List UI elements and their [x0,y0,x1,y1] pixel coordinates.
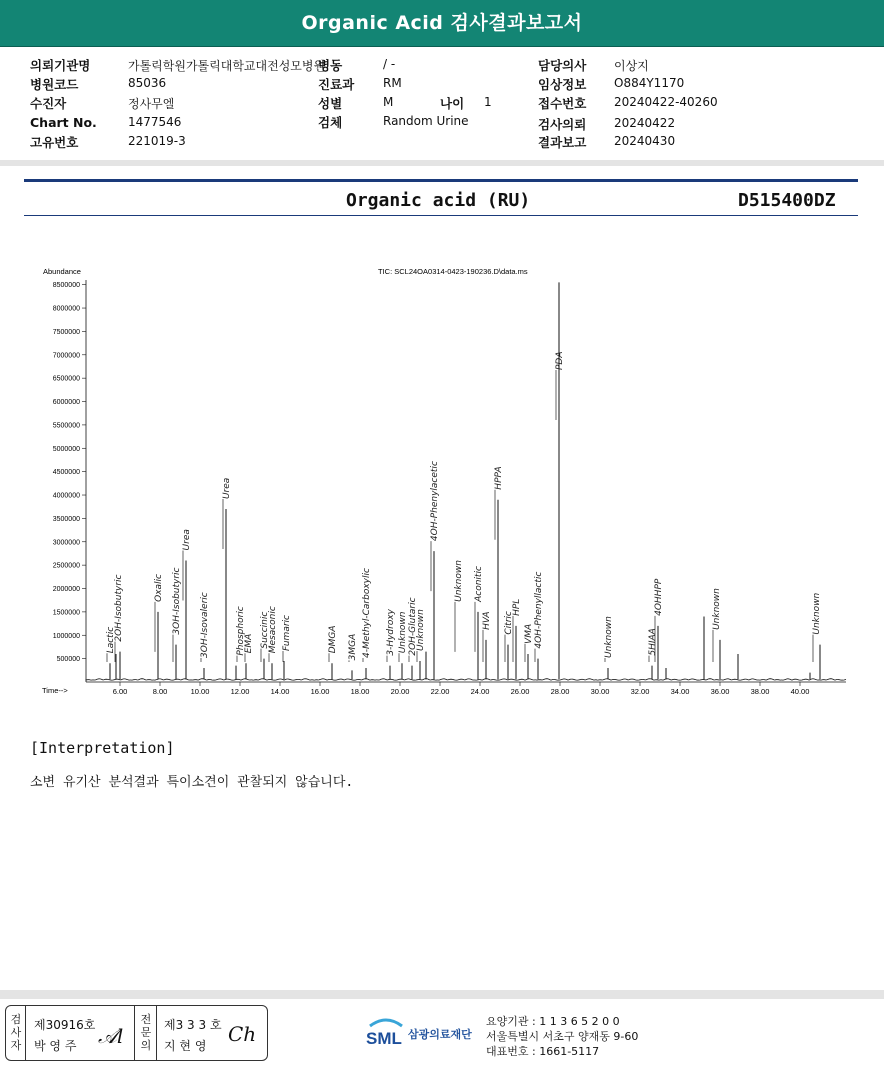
y-tick-label: 3000000 [52,539,80,547]
annotation-label: Oxalic [154,574,164,602]
doctor-value: 이상지 [614,59,649,73]
request-date-value: 20240422 [614,116,676,130]
annotation-label: Fumaric [282,615,292,651]
report-top-rule [24,179,858,182]
annotation-label: Unknown [604,616,614,658]
annotation-label: Lactic [106,626,116,654]
tester-label: 검사자 [10,1013,22,1052]
annotation-label: Urea [182,529,192,551]
org-name: 삼광의료재단 [408,1028,472,1041]
report-bottom-rule [24,215,858,216]
x-tick-label: 18.00 [350,687,370,696]
tester-signature: 𝒜l [98,1024,124,1048]
clinical-info-label: 임상정보 [538,77,587,92]
y-tick-label: 5500000 [52,422,80,430]
sml-logo-icon [366,1016,406,1052]
ward-value: / - [383,57,396,71]
y-tick-label: 4000000 [52,492,80,500]
tic-trace [86,679,846,680]
annotation-label: 4OHHPP [654,578,664,616]
annotation-label: Urea [222,477,232,500]
annotation-label: HPL [512,598,522,616]
x-tick-label: 38.00 [750,687,770,696]
interpretation-title: [Interpretation] [30,739,175,757]
x-tick-label: 6.00 [112,687,128,696]
test-name: Organic acid (RU) [346,190,531,211]
annotation-label: 4OH-Phenylacetic [430,461,440,542]
chart-title: TIC: SCL24OA0314-0423-190236.D\data.ms [378,267,528,276]
x-tick-label: 24.00 [470,687,490,696]
dept-label: 진료과 [318,77,355,92]
annotation-label: 2OH-Isobutyric [114,574,124,642]
report-date-value: 20240430 [614,134,676,148]
tester-name: 박 영 주 [34,1039,77,1053]
x-tick-label: 28.00 [550,687,570,696]
x-tick-label: 20.00 [390,687,410,696]
annotation-label: Unknown [398,611,408,654]
annotation-label: 4-Methyl-Carboxylic [362,568,372,658]
chart-no-label: Chart No. [30,115,97,130]
patient-value: 정사무엘 [128,97,175,111]
annotation-label: 2OH-Glutaric [408,597,418,656]
specimen-label: 검체 [318,115,343,130]
x-axis-label: Time--> [42,686,68,695]
report-title-bar [0,0,884,47]
x-tick-label: 8.00 [152,687,168,696]
annotation-label: VMA [524,623,534,644]
annotation-label: 3-Hydroxy [386,608,396,656]
specialist-license: 제3 3 3 호 [164,1018,222,1032]
tester-label-cell [6,1006,26,1060]
annotation-label: Unknown [812,592,822,635]
annotation-label: 3OH-Isovaleric [200,592,210,658]
annotation-label: Unknown [454,560,464,602]
y-tick-label: 5000000 [52,445,80,453]
y-tick-label: 8000000 [52,305,80,313]
signature-box [5,1005,268,1061]
annotation-label: 5HIAA [648,628,658,656]
interpretation-text: 소변 유기산 분석결과 특이소견이 관찰되지 않습니다. [30,775,354,790]
x-tick-label: 30.00 [590,687,610,696]
y-axis-label: Abundance [43,267,81,276]
y-tick-label: 8500000 [52,282,80,290]
unique-no-value: 221019-3 [128,134,186,148]
annotation-label: Mesaconic [268,606,278,654]
y-tick-label: 2000000 [52,586,80,594]
specialist-name: 지 현 영 [164,1039,207,1053]
report-date-label: 결과보고 [538,135,587,150]
annotation-label: Unknown [416,609,426,651]
specialist-label: 전문의 [140,1013,152,1052]
chart-no-value: 1477546 [128,115,182,129]
x-tick-label: 26.00 [510,687,530,696]
x-tick-label: 12.00 [230,687,250,696]
x-tick-label: 40.00 [790,687,810,696]
org-phone: 대표번호 : 1661-5117 [486,1045,600,1058]
annotation-label: DMGA [328,625,338,654]
x-tick-label: 36.00 [710,687,730,696]
x-tick-label: 16.00 [310,687,330,696]
annotation-label: Unknown [712,588,722,630]
y-tick-label: 6500000 [52,375,80,383]
client-value: 가톨릭학원가톨릭대학교대전성모병원 [128,59,326,73]
y-tick-label: 4500000 [52,469,80,477]
age-label: 나이 [440,96,465,111]
x-tick-label: 14.00 [270,687,290,696]
svg-text:SML: SML [366,1029,402,1048]
annotation-label: Phosphoric [236,606,246,656]
hospital-code-value: 85036 [128,76,167,90]
x-tick-label: 22.00 [430,687,450,696]
x-tick-label: 34.00 [670,687,690,696]
y-tick-label: 1000000 [52,632,80,640]
hospital-code-label: 병원코드 [30,77,79,92]
annotation-label: Citric [504,611,514,635]
annotation-label: 4OH-Phenyllactic [534,571,544,649]
y-tick-label: 500000 [56,656,80,664]
annotation-label: PDA [555,351,565,370]
clinical-info-value: O884Y1170 [614,76,685,90]
doctor-label: 담당의사 [538,58,587,73]
client-label: 의뢰기관명 [30,58,91,73]
annotation-label: HPPA [494,466,504,490]
care-code: 요양기관 : 1 1 3 6 5 2 0 0 [486,1015,620,1028]
header-divider [0,160,884,166]
patient-label: 수진자 [30,96,67,111]
annotation-label: EMA [244,633,254,654]
receipt-no-label: 접수번호 [538,96,587,111]
y-tick-label: 1500000 [52,609,80,617]
tester-license: 제30916호 [34,1018,96,1032]
chromatogram-chart [38,262,858,702]
y-tick-label: 2500000 [52,562,80,570]
x-tick-label: 10.00 [190,687,210,696]
dept-value: RM [383,76,402,90]
request-date-label: 검사의뢰 [538,117,587,132]
y-tick-label: 6000000 [52,399,80,407]
sex-value: M [383,95,394,109]
y-tick-label: 7000000 [52,352,80,360]
report-title: Organic Acid 검사결과보고서 [301,12,583,34]
age-value: 1 [484,95,492,109]
org-address: 서울특별시 서초구 양재동 9-60 [486,1030,639,1043]
annotation-label: 3OH-Isobutyric [172,567,182,635]
annotation-label: Aconitic [474,566,484,602]
y-tick-label: 3500000 [52,515,80,523]
specialist-signature: Ch [228,1022,257,1046]
y-tick-label: 7500000 [52,328,80,336]
annotation-label: Succinic [260,611,270,649]
annotation-label: HVA [482,611,492,630]
receipt-no-value: 20240422-40260 [614,95,718,109]
annotation-label: 3MGA [348,633,358,661]
specialist-label-cell [135,1006,157,1060]
specimen-value: Random Urine [383,114,469,128]
sex-label: 성별 [318,96,343,111]
x-tick-label: 32.00 [630,687,650,696]
unique-no-label: 고유번호 [30,135,79,150]
ward-label: 병동 [318,58,343,73]
test-code: D515400DZ [738,190,836,211]
